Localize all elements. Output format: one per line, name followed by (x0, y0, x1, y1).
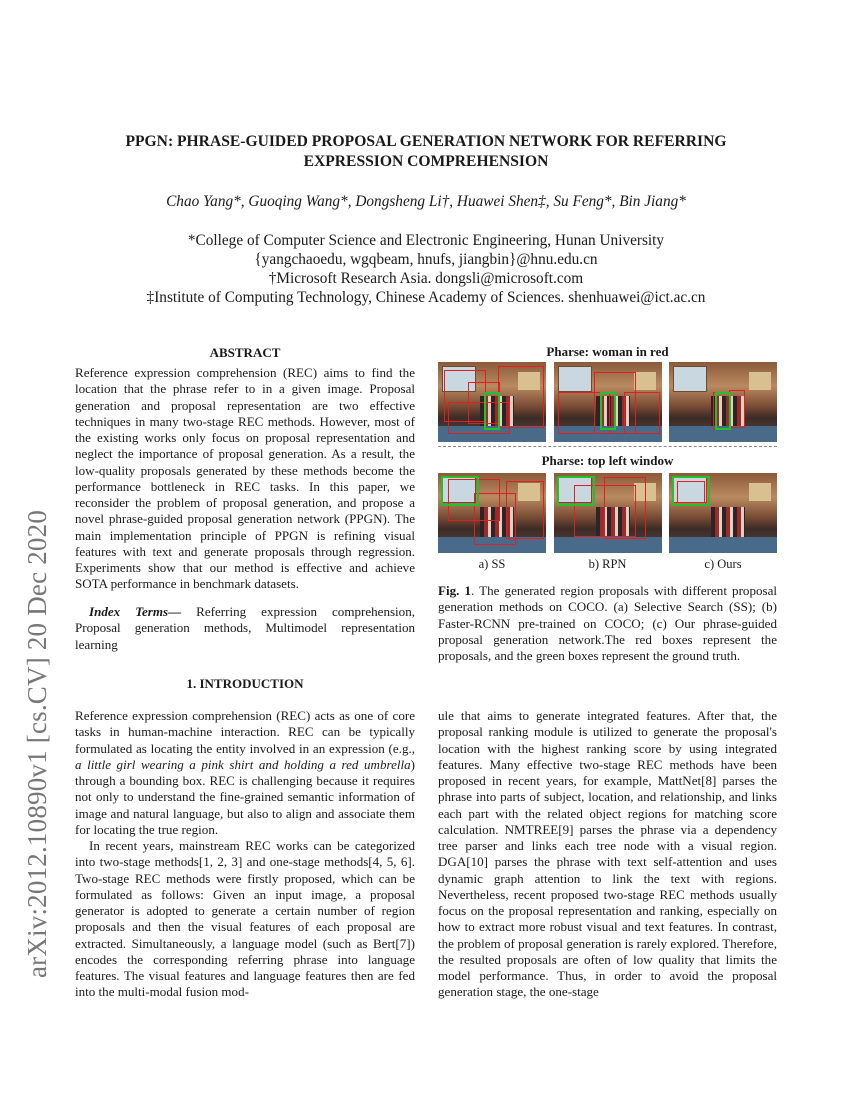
affiliation-emails: {yangchaoedu, wgqbeam, hnufs, jiangbin}@hnu.edu.cn (254, 251, 598, 268)
title-line-1: PPGN: PHRASE-GUIDED PROPOSAL GENERATION NETWORK FOR REFERRING (125, 133, 727, 150)
sublabel-ours: c) Ours (704, 557, 742, 571)
figure-row-2 (438, 473, 777, 553)
abstract-body (75, 365, 415, 593)
figure-row-1 (438, 362, 777, 442)
arxiv-side-stamp: arXiv:2012.10890v1 [cs.CV] 20 Dec 2020 (22, 509, 52, 978)
figure-divider (438, 446, 777, 447)
paper-title (60, 132, 792, 172)
phrase-label-2: Pharse: top left window (541, 453, 674, 468)
figure-caption (438, 583, 777, 664)
index-terms-label: Index Terms— (89, 604, 182, 619)
author-list: Chao Yang*, Guoqing Wang*, Dongsheng Li†, Huawei Shen‡, Su Feng*, Bin Jiang* (166, 193, 686, 210)
figure-image-ours-1 (669, 362, 777, 442)
abstract-heading: ABSTRACT (209, 345, 281, 360)
figure-sublabels (438, 557, 777, 572)
abstract-text: Reference expression comprehension (REC) aims to find the location that the phrase refer to in a given image. Proposal generation and proposal representation are two effective techniques in many two-stage REC methods. However, most of the existing works only focus on proposal representation and neglect the importance of proposal generation. As a result, the low-quality proposals generated by these methods become the performance bottleneck in REC tasks. In this paper, we reconsider the problem of proposal generation, and propose a novel phrase-guided proposal generation network (PPGN). The main implementation principle of PPGN is refining visual features with text and generate proposals through regression. Experiments show that our method is effective and achieve SOTA performance in benchmark datasets. (75, 365, 415, 592)
figure-image-ss-1 (438, 362, 546, 442)
sublabel-ss: a) SS (478, 557, 506, 571)
affiliation-2: †Microsoft Research Asia. dongsli@microsoft.com (268, 270, 584, 287)
intro-body (75, 708, 415, 1001)
figure-image-ss-2 (438, 473, 546, 553)
affiliation-3: ‡Institute of Computing Technology, Chinese Academy of Sciences. shenhuawei@ict.ac.cn (146, 289, 706, 306)
intro-paragraph-2: In recent years, mainstream REC works can be categorized into two-stage methods[1, 2, 3] and one-stage methods[4, 5, 6]. Two-stage REC methods were firstly proposed, which can be formulated as follows: Given an input image, a proposal generator is adopted to generate a certain number of region proposals and then the visual features of each proposal are extracted. Simultaneously, a language model (such as Bert[7]) encodes the corresponding referring phrase into language features. The visual features and language features then are fed into the multi-modal fusion mod- (75, 838, 415, 1000)
figure-image-rpn-1 (554, 362, 662, 442)
caption-label: Fig. 1 (438, 583, 472, 598)
affiliation-1: *College of Computer Science and Electronic Engineering, Hunan University (187, 232, 665, 249)
caption-text: . The generated region proposals with different proposal generation methods on COCO. (a) Selective Search (SS); (b) Faster-RCNN pre-trained on COCO; (c) Our phrase-guided proposal generation network.The red boxes represent the proposals, and the green boxes represent the ground truth. (438, 583, 777, 663)
affiliations (60, 231, 792, 307)
phrase-label-1: Pharse: woman in red (546, 344, 669, 359)
figure-image-ours-2 (669, 473, 777, 553)
figure-1 (438, 344, 777, 572)
index-terms-text: Referring expression comprehension, Proposal generation methods, Multimodel representation learning (75, 604, 415, 652)
right-column-paragraph: ule that aims to generate integrated features. After that, the proposal ranking module is utilized to generate the proposal's location with the highest ranking score by using integrated features. Many effective two-stage REC methods have been proposed in recent years, for example, MattNet[8] parses the phrase into parts of subject, location, and relationship, and links each part with the related object regions for matching score calculation. NMTREE[9] parses the phrase via a dependency tree parser and links each tree node with a visual region. DGA[10] parses the phrase with text self-attention and uses dynamic graph attention to link the text with regions. Nevertheless, recent proposed two-stage REC methods usually focus on the proposal representation and ranking, especially on how to extract more robust visual and text features. In contrast, the problem of proposal generation is rarely explored. Therefore, the resulted proposals are often of low quality that limits the model performance. Thus, in order to avoid the proposal generation stage, the one-stage (438, 708, 777, 1000)
index-terms (75, 604, 415, 653)
intro-heading: 1. INTRODUCTION (186, 676, 304, 691)
right-column-text (438, 708, 777, 1001)
sublabel-rpn: b) RPN (588, 557, 627, 571)
figure-image-rpn-2 (554, 473, 662, 553)
title-line-2: EXPRESSION COMPREHENSION (303, 153, 549, 170)
intro-paragraph-1: Reference expression comprehension (REC) acts as one of core tasks in human-machine interaction. REC can be typically formulated as locating the entity involved in an expression (e.g., a little girl wearing a pink shirt and holding a red umbrella) through a bounding box. REC is challenging because it requires not only to understand the fine-grained semantic information of image and natural language, but also to align and associate them for locating the true region. (75, 708, 415, 837)
